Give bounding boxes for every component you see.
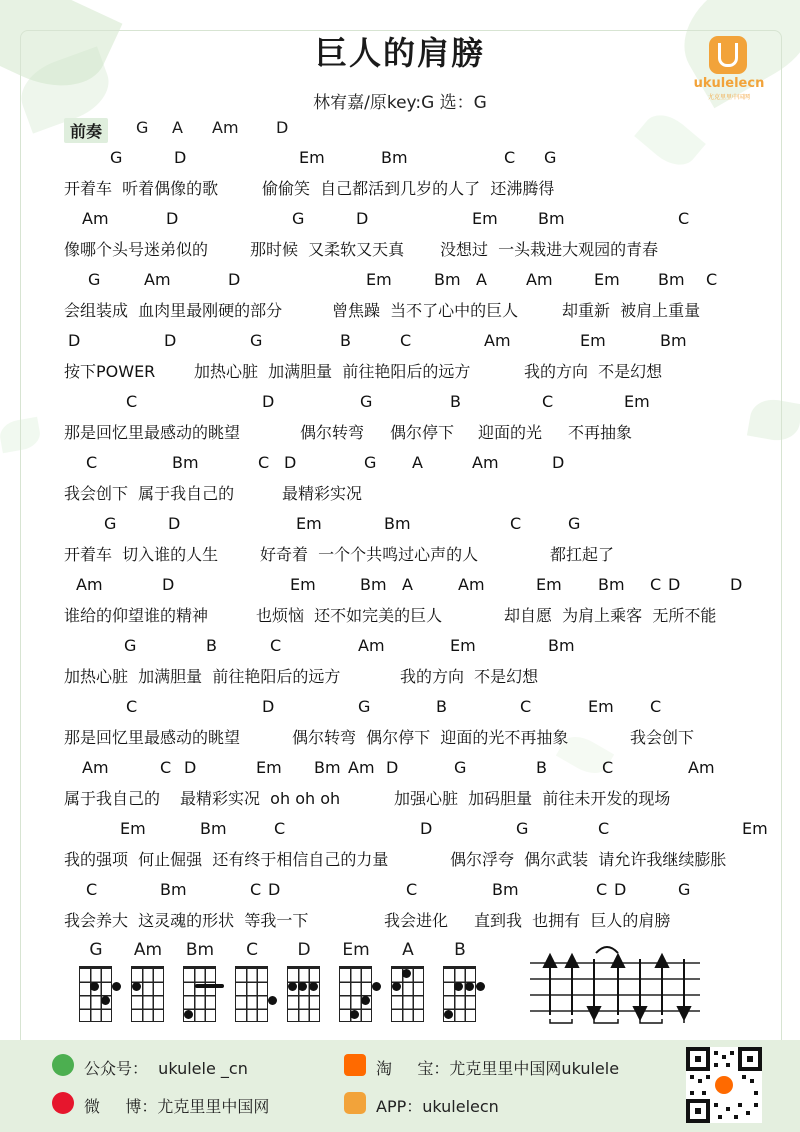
chord-row: [64, 758, 784, 782]
chord-symbol: A: [412, 453, 423, 472]
chord-diagram-name: Bm: [185, 940, 215, 960]
chord-symbol: C: [270, 636, 282, 655]
chord-symbol: Bm: [160, 880, 187, 899]
chord-symbol: Bm: [384, 514, 411, 533]
chord-symbol: G: [88, 270, 101, 289]
finger-dot: [112, 982, 121, 991]
lyric-block: [64, 392, 784, 448]
lyric-phrase: 偶尔浮夸 偶尔武装 请允许我继续膨胀: [450, 850, 727, 869]
finger-dot: [372, 982, 381, 991]
chord-symbol: D: [668, 575, 681, 594]
finger-dot: [132, 982, 141, 991]
chord-symbol: Am: [688, 758, 715, 777]
lyric-block: [64, 270, 784, 326]
app-icon: [344, 1092, 366, 1114]
finger-dot: [361, 996, 370, 1005]
chord-symbol: G: [250, 331, 263, 350]
chord-symbol: B: [340, 331, 351, 350]
chord-symbol: Bm: [660, 331, 687, 350]
lyric-phrase: 加热心脏 加满胆量 前往艳阳后的远方: [194, 362, 471, 381]
chord-row: [64, 636, 784, 660]
chord-symbol: G: [364, 453, 377, 472]
chord-symbol: C: [86, 880, 98, 899]
lyric-phrase: 曾焦躁 当不了心中的巨人: [332, 301, 519, 320]
chord-symbol: B: [536, 758, 547, 777]
chord-symbol: D: [184, 758, 197, 777]
lyric-row: [64, 908, 784, 932]
chord-symbol: C: [160, 758, 172, 777]
finger-dot: [101, 996, 110, 1005]
chord-symbol: Am: [472, 453, 499, 472]
lyric-phrase: 谁给的仰望谁的精神: [64, 606, 209, 625]
chord-row: [64, 392, 784, 416]
song-title: 巨人的肩膀: [314, 34, 485, 72]
chord-symbol: Em: [450, 636, 476, 655]
chord-symbol: G: [360, 392, 373, 411]
chord-diagram: [74, 940, 118, 1030]
chord-symbol: Bm: [172, 453, 199, 472]
lyric-phrase: 属于我自己的: [64, 789, 161, 808]
chord-symbol: Em: [536, 575, 562, 594]
lyric-phrase: 那是回忆里最感动的眺望: [64, 728, 241, 747]
lyric-phrase: 我会养大 这灵魂的形状 等我一下: [64, 911, 309, 930]
chord-symbol: A: [476, 270, 487, 289]
lyric-phrase: 开着车 听着偶像的歌: [64, 179, 219, 198]
chord-symbol: C: [86, 453, 98, 472]
chord-symbol: Am: [348, 758, 375, 777]
lyric-row: [64, 481, 784, 505]
chord-symbol: C: [520, 697, 532, 716]
chord-symbol: D: [386, 758, 399, 777]
chord-symbol: D: [730, 575, 743, 594]
chord-diagram-name: D: [297, 940, 311, 960]
chord-symbol: Bm: [381, 148, 408, 167]
finger-dot: [465, 982, 474, 991]
lyric-phrase: 会组装成 血肉里最刚硬的部分: [64, 301, 283, 320]
chord-symbol: D: [356, 209, 369, 228]
chord-symbol: C: [510, 514, 522, 533]
chord-symbol: D: [262, 392, 275, 411]
lyric-block: [64, 331, 784, 387]
chord-symbol: Am: [458, 575, 485, 594]
song-subtitle: 林宥嘉/原key:G 选：G: [313, 93, 487, 113]
chord-symbol: C: [596, 880, 608, 899]
finger-dot: [392, 982, 401, 991]
intro-chord: D: [276, 118, 289, 137]
chord-symbol: D: [420, 819, 433, 838]
chord-symbol: D: [614, 880, 627, 899]
lyric-phrase: 我的方向 不是幻想: [524, 362, 663, 381]
chord-diagram-name: G: [89, 940, 103, 960]
lyric-row: [64, 725, 784, 749]
chord-diagram-name: A: [402, 940, 414, 960]
chord-symbol: Bm: [492, 880, 519, 899]
chord-symbol: D: [174, 148, 187, 167]
lyric-phrase: 偶尔转弯: [300, 423, 365, 442]
logo-text: ukulelecn: [693, 76, 765, 91]
lyric-phrase: 我会创下: [630, 728, 695, 747]
lyric-block: [64, 697, 784, 753]
lyric-block: [64, 819, 784, 875]
chord-symbol: B: [206, 636, 217, 655]
lyric-phrase: 迎面的光: [478, 423, 543, 442]
lyric-phrase: 开着车 切入谁的人生: [64, 545, 219, 564]
lyric-phrase: 直到我 也拥有 巨人的肩膀: [474, 911, 671, 930]
taobao-icon: [344, 1054, 366, 1076]
chord-diagram: [126, 940, 170, 1030]
strumming-pattern: [530, 945, 700, 1025]
barre-line: [195, 984, 225, 988]
lyric-phrase: 没想过 一头栽进大观园的青春: [440, 240, 659, 259]
intro-chord: Am: [212, 118, 239, 137]
finger-dot: [268, 996, 277, 1005]
lyric-row: [64, 603, 784, 627]
finger-dot: [309, 982, 318, 991]
lyric-block: [64, 575, 784, 631]
chord-symbol: Em: [299, 148, 325, 167]
chord-row: [64, 331, 784, 355]
lyric-phrase: 那是回忆里最感动的眺望: [64, 423, 241, 442]
chord-symbol: B: [436, 697, 447, 716]
qr-code-icon: [686, 1047, 762, 1123]
chord-symbol: C: [678, 209, 690, 228]
lyric-row: [64, 176, 784, 200]
chord-row: [64, 148, 784, 172]
lyric-row: [64, 847, 784, 871]
chord-symbol: Em: [624, 392, 650, 411]
lyric-row: [64, 786, 784, 810]
chord-symbol: Am: [76, 575, 103, 594]
chord-row: [64, 453, 784, 477]
chord-symbol: Bm: [200, 819, 227, 838]
chord-symbol: D: [166, 209, 179, 228]
chord-symbol: Bm: [548, 636, 575, 655]
finger-dot: [184, 1010, 193, 1019]
chord-symbol: G: [516, 819, 529, 838]
finger-dot: [298, 982, 307, 991]
chord-symbol: G: [544, 148, 557, 167]
chord-symbol: D: [168, 514, 181, 533]
chord-symbol: Bm: [658, 270, 685, 289]
chord-diagram: [386, 940, 430, 1030]
chord-symbol: G: [358, 697, 371, 716]
chord-symbol: Am: [358, 636, 385, 655]
chord-symbol: Em: [120, 819, 146, 838]
chord-row: [64, 819, 784, 843]
chord-symbol: D: [552, 453, 565, 472]
chord-symbol: C: [274, 819, 286, 838]
chord-symbol: Em: [366, 270, 392, 289]
chord-symbol: Am: [484, 331, 511, 350]
finger-dot: [402, 969, 411, 978]
finger-dot: [350, 1010, 359, 1019]
chord-symbol: Em: [472, 209, 498, 228]
chord-symbol: Am: [526, 270, 553, 289]
lyric-phrase: 偶尔停下: [390, 423, 455, 442]
chord-diagrams: [74, 940, 494, 1030]
lyric-phrase: 我会创下 属于我自己的: [64, 484, 235, 503]
chord-symbol: C: [126, 392, 138, 411]
chord-row: [64, 270, 784, 294]
lyric-block: [64, 514, 784, 570]
chord-symbol: Bm: [360, 575, 387, 594]
lyric-phrase: 偶尔转弯 偶尔停下 迎面的光不再抽象: [292, 728, 569, 747]
qr-code: [686, 1047, 762, 1123]
chord-symbol: G: [104, 514, 117, 533]
chord-symbol: G: [568, 514, 581, 533]
intro-chord: G: [136, 118, 149, 137]
chord-symbol: Em: [580, 331, 606, 350]
fretboard-grid: [287, 966, 320, 1022]
fretboard-grid: [79, 966, 112, 1022]
lyric-row: [64, 359, 784, 383]
app-name: APP：ukulelecn: [376, 1097, 499, 1116]
lyric-phrase: 偷偷笑 自己都活到几岁的人了 还沸腾得: [262, 179, 555, 198]
lyric-row: [64, 298, 784, 322]
chord-symbol: Am: [144, 270, 171, 289]
chord-symbol: C: [406, 880, 418, 899]
chord-symbol: Am: [82, 758, 109, 777]
chord-symbol: C: [602, 758, 614, 777]
chord-symbol: C: [542, 392, 554, 411]
lyric-row: [64, 542, 784, 566]
lyric-block: [64, 880, 784, 936]
chord-diagram: [230, 940, 274, 1030]
lyric-phrase: 我的强项 何止倔强 还有终于相信自己的力量: [64, 850, 389, 869]
chord-diagram-name: B: [454, 940, 466, 960]
lyric-block: [64, 453, 784, 509]
weibo-icon: [52, 1092, 74, 1114]
chord-symbol: C: [258, 453, 270, 472]
chord-row: [64, 514, 784, 538]
lyric-phrase: 那时候 又柔软又天真: [250, 240, 405, 259]
lyric-phrase: 最精彩实况 oh oh oh: [180, 789, 341, 808]
chord-symbol: D: [162, 575, 175, 594]
chord-symbol: D: [164, 331, 177, 350]
lyric-block: [64, 636, 784, 692]
chord-symbol: C: [598, 819, 610, 838]
lyric-phrase: 我的方向 不是幻想: [400, 667, 539, 686]
weibo-account: 微 博：尤克里里中国网: [84, 1097, 270, 1116]
finger-dot: [454, 982, 463, 991]
chord-symbol: C: [126, 697, 138, 716]
chord-symbol: Am: [82, 209, 109, 228]
chord-symbol: Em: [594, 270, 620, 289]
chord-symbol: Em: [588, 697, 614, 716]
taobao-shop: 淘 宝：尤克里里中国网ukulele: [376, 1059, 620, 1078]
chord-symbol: G: [124, 636, 137, 655]
ukulele-badge-icon: [709, 36, 747, 74]
chord-diagram-name: Em: [342, 940, 370, 960]
chord-symbol: Bm: [538, 209, 565, 228]
lyric-block: [64, 209, 784, 265]
lyric-phrase: 像哪个头号迷弟似的: [64, 240, 209, 259]
lyric-block: [64, 148, 784, 204]
lyric-phrase: 最精彩实况: [282, 484, 363, 503]
lyric-phrase: 按下POWER: [64, 362, 156, 381]
ukulelecn-logo: [684, 36, 774, 101]
chord-symbol: C: [650, 697, 662, 716]
chord-row: [64, 697, 784, 721]
chord-symbol: Em: [742, 819, 768, 838]
chord-symbol: Bm: [598, 575, 625, 594]
chord-row: [64, 880, 784, 904]
chord-symbol: D: [262, 697, 275, 716]
fretboard-grid: [131, 966, 164, 1022]
fretboard-grid: [235, 966, 268, 1022]
chord-diagram-name: Am: [133, 940, 163, 960]
chord-symbol: A: [402, 575, 413, 594]
intro-chord: A: [172, 118, 183, 137]
lyric-phrase: 却自愿 为肩上乘客 无所不能: [504, 606, 717, 625]
lyric-row: [64, 237, 784, 261]
lyric-row: [64, 664, 784, 688]
chord-row: [64, 209, 784, 233]
chord-symbol: C: [250, 880, 262, 899]
chord-symbol: G: [110, 148, 123, 167]
chord-symbol: D: [68, 331, 81, 350]
chord-symbol: D: [228, 270, 241, 289]
chord-diagram-name: C: [246, 940, 258, 960]
intro-line: [64, 118, 464, 142]
lyric-row: [64, 420, 784, 444]
chord-symbol: C: [650, 575, 662, 594]
chord-symbol: C: [400, 331, 412, 350]
chord-symbol: G: [454, 758, 467, 777]
footer: [0, 1040, 800, 1132]
lyric-phrase: 不再抽象: [568, 423, 633, 442]
chord-symbol: Em: [290, 575, 316, 594]
chord-symbol: Bm: [314, 758, 341, 777]
finger-dot: [476, 982, 485, 991]
lyric-phrase: 加热心脏 加满胆量 前往艳阳后的远方: [64, 667, 341, 686]
finger-dot: [90, 982, 99, 991]
lyric-phrase: 我会进化: [384, 911, 449, 930]
lyric-block: [64, 758, 784, 814]
chord-symbol: D: [268, 880, 281, 899]
finger-dot: [444, 1010, 453, 1019]
chord-diagram: [282, 940, 326, 1030]
chord-symbol: G: [292, 209, 305, 228]
chord-diagram: [334, 940, 378, 1030]
chord-symbol: G: [678, 880, 691, 899]
lyric-phrase: 也烦恼 还不如完美的巨人: [256, 606, 443, 625]
chord-symbol: C: [504, 148, 516, 167]
chord-symbol: Em: [256, 758, 282, 777]
lyric-phrase: 加强心脏 加码胆量 前往未开发的现场: [394, 789, 671, 808]
finger-dot: [288, 982, 297, 991]
chord-row: [64, 575, 784, 599]
lyric-phrase: 都扛起了: [550, 545, 615, 564]
lyric-phrase: 好奇着 一个个共鸣过心声的人: [260, 545, 479, 564]
chord-symbol: C: [706, 270, 718, 289]
chord-symbol: Bm: [434, 270, 461, 289]
wechat-icon: [52, 1054, 74, 1076]
wechat-account: 公众号： ukulele _cn: [84, 1059, 248, 1078]
chord-symbol: B: [450, 392, 461, 411]
intro-label: 前奏: [64, 118, 108, 143]
lyric-phrase: 却重新 被肩上重量: [562, 301, 701, 320]
chord-diagram: [178, 940, 222, 1030]
logo-subtext: 尤克里里中国网: [707, 94, 750, 101]
chord-symbol: D: [284, 453, 297, 472]
chord-diagram: [438, 940, 482, 1030]
chord-symbol: Em: [296, 514, 322, 533]
